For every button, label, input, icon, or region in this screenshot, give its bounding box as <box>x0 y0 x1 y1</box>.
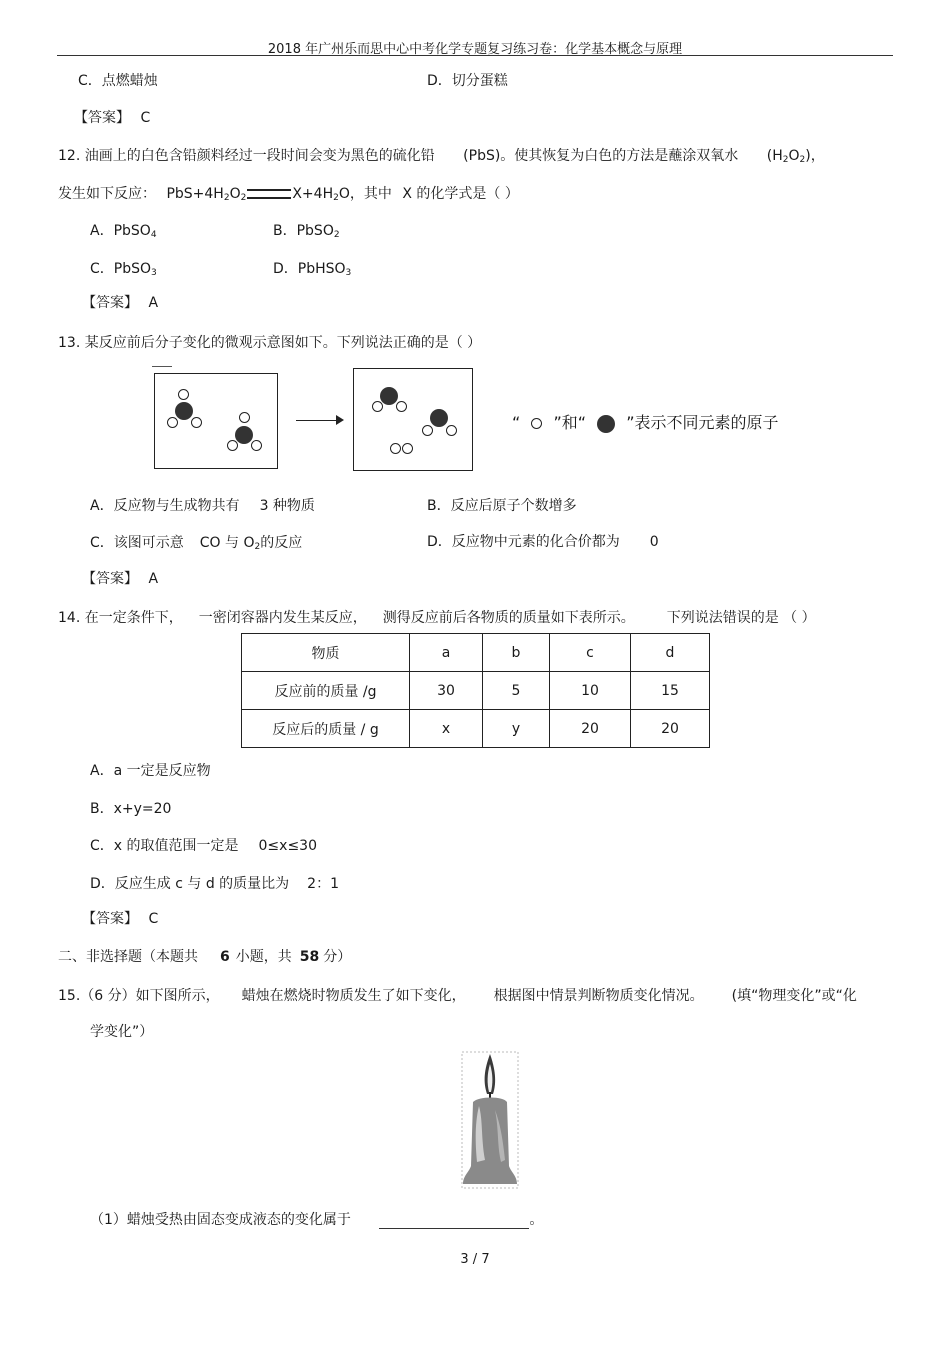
table-row <box>242 672 710 710</box>
q14-stem: 14. 在一定条件下， 一密闭容器内发生某反应， 测得反应前后各物质的质量如下表所示。 下列说法错误的是 （ ） <box>58 610 816 626</box>
q12-text-a: 12. 油画上的白色含铅颜料经过一段时间会变为黑色的硫化铅 <box>58 148 435 164</box>
q13-option-c: C．该图可示意 CO 与 $O_2$的反应 <box>90 535 303 552</box>
table-cell: 5 <box>483 672 550 710</box>
q14-option-d: D．反应生成 c 与 d 的质量比为 2：1 <box>90 876 339 892</box>
product-box <box>353 368 473 471</box>
white-atom <box>251 440 262 451</box>
header-rule <box>57 55 893 56</box>
answer-blank[interactable] <box>379 1214 529 1229</box>
answer-value: C <box>148 911 159 927</box>
answer-value: A <box>148 571 159 587</box>
table-cell: 物质 <box>242 634 410 672</box>
table-cell: x <box>410 710 483 748</box>
black-atom <box>175 402 193 420</box>
white-atom-legend-icon <box>531 418 542 429</box>
table-cell: b <box>483 634 550 672</box>
q12-equation: $PbS+4H_2O_2$ $X+4H_2O$，其中 <box>166 186 392 203</box>
white-atom <box>239 412 250 423</box>
table-cell: a <box>410 634 483 672</box>
q11-option-c: C．点燃蜡烛 <box>78 73 158 89</box>
q12-text-d: X 的化学式是（ ） <box>402 186 519 202</box>
q12-option-c: C．PbSO$_3$ <box>90 261 157 278</box>
white-atom <box>178 389 189 400</box>
section-heading: 二、非选择题（本题共 6 小题，共 58 分） <box>58 949 352 965</box>
white-atom <box>191 417 202 428</box>
answer-label: 【答案】 <box>82 571 138 587</box>
table-cell: 反应后的质量 / g <box>242 710 410 748</box>
black-atom <box>235 426 253 444</box>
q13-stem: 13. 某反应前后分子变化的微观示意图如下。下列说法正确的是（ ） <box>58 335 482 351</box>
white-atom <box>390 443 401 454</box>
white-atom <box>446 425 457 436</box>
q12-option-a: A．PbSO$_4$ <box>90 223 157 240</box>
q12-text-b: (PbS)。使其恢复为白色的方法是蘸涂双氧水 <box>463 148 739 164</box>
black-atom <box>430 409 448 427</box>
white-atom <box>227 440 238 451</box>
table-cell: 20 <box>550 710 631 748</box>
answer-value: A <box>148 295 159 311</box>
answer-label: 【答案】 <box>74 110 130 126</box>
q13-option-b: B．反应后原子个数增多 <box>427 498 577 514</box>
q12-text-c: 发生如下反应： <box>58 186 156 202</box>
q13-option-d: D．反应物中元素的化合价都为 0 <box>427 534 659 550</box>
diagram-mark <box>152 366 172 367</box>
page-number: 3 / 7 <box>460 1252 490 1267</box>
q12-stem-line1 <box>58 145 825 165</box>
q15-stem-line2: 学变化”） <box>90 1024 154 1040</box>
equals-sign <box>247 189 291 199</box>
black-atom <box>380 387 398 405</box>
q13-option-a: A．反应物与生成物共有 3 种物质 <box>90 498 315 514</box>
q12-h2o2: $(H_2O_2)$， <box>766 148 825 165</box>
q14-option-b: B．x+y=20 <box>90 801 172 817</box>
atom-legend: “ ”和“ ”表示不同元素的原子 <box>512 413 779 432</box>
q12-answer <box>82 292 158 312</box>
black-atom-legend-icon <box>597 415 615 433</box>
answer-label: 【答案】 <box>82 911 138 927</box>
table-cell: y <box>483 710 550 748</box>
table-cell: c <box>550 634 631 672</box>
reactant-box <box>154 373 278 469</box>
table-header-row <box>242 634 710 672</box>
answer-label: 【答案】 <box>82 295 138 311</box>
q11-option-d: D．切分蛋糕 <box>427 73 508 89</box>
table-cell: 10 <box>550 672 631 710</box>
answer-value: C <box>140 110 151 126</box>
table-cell: 20 <box>631 710 710 748</box>
arrow-head-icon <box>336 415 344 425</box>
q14-option-c: C．x 的取值范围一定是 0≤x≤30 <box>90 838 317 854</box>
candle-image <box>459 1050 521 1190</box>
q11-answer <box>74 107 150 127</box>
table-cell: 反应前的质量 /g <box>242 672 410 710</box>
q12-option-d: D．PbHSO$_3$ <box>273 261 352 278</box>
q13-answer <box>82 568 158 588</box>
white-atom <box>402 443 413 454</box>
q12-option-b: B．PbSO$_2$ <box>273 223 340 240</box>
q14-option-a: A．a 一定是反应物 <box>90 763 211 779</box>
arrow-line <box>296 420 340 421</box>
page-header: 2018 年广州乐而思中心中考化学专题复习练习卷：化学基本概念与原理 <box>267 42 683 57</box>
q15-sub1: （1）蜡烛受热由固态变成液态的变化属于 。 <box>90 1212 544 1228</box>
table-row <box>242 710 710 748</box>
white-atom <box>422 425 433 436</box>
q15-stem-line1: 15.（6 分）如下图所示， 蜡烛在燃烧时物质发生了如下变化， 根据图中情景判断物质变化情况。 (填“物理变化”或“化 <box>58 988 857 1004</box>
white-atom <box>396 401 407 412</box>
q12-stem-line2 <box>58 183 519 203</box>
table-cell: 15 <box>631 672 710 710</box>
mass-table <box>241 633 710 748</box>
table-cell: 30 <box>410 672 483 710</box>
table-cell: d <box>631 634 710 672</box>
candle-icon <box>459 1050 521 1190</box>
white-atom <box>372 401 383 412</box>
white-atom <box>167 417 178 428</box>
q14-answer <box>82 908 158 928</box>
